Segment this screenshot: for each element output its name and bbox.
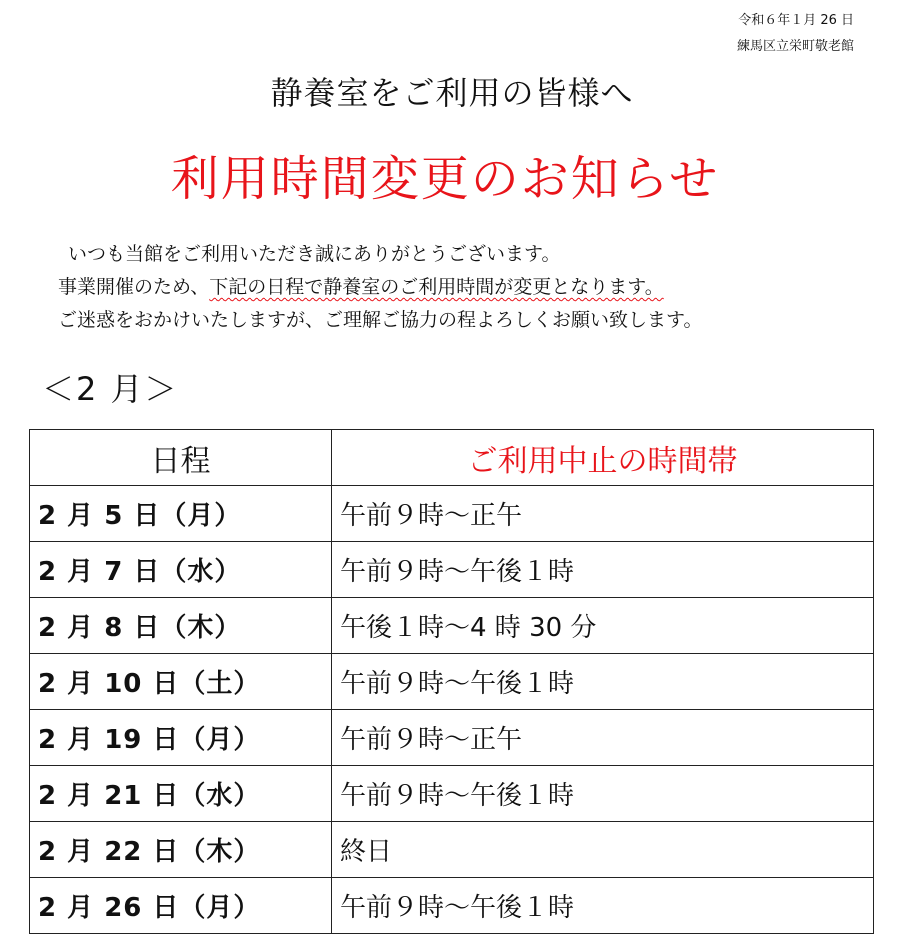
row-date: 2 月 19 日（月） (30, 710, 332, 766)
organization-name: 練馬区立栄町敬老館 (736, 39, 854, 54)
header-date: 日程 (30, 430, 332, 486)
header-time: ご利用中止の時間帯 (332, 430, 874, 486)
table-row (30, 542, 874, 598)
row-time: 午前９時～正午 (332, 710, 874, 766)
table-row (30, 822, 874, 878)
table-row (30, 878, 874, 934)
table-header-row (30, 430, 874, 486)
body-line-3: ご迷惑をおかけいたしますが、ご理解ご協力の程よろしくお願い致します。 (58, 309, 703, 331)
row-date: 2 月 22 日（木） (30, 822, 332, 878)
row-date: 2 月 21 日（水） (30, 766, 332, 822)
table-row (30, 598, 874, 654)
table-row (30, 654, 874, 710)
body-line-2 (58, 271, 702, 304)
row-time: 午前９時～正午 (332, 486, 874, 542)
row-date: 2 月 26 日（月） (30, 878, 332, 934)
row-date: 2 月 8 日（木） (30, 598, 332, 654)
row-date: 2 月 10 日（土） (30, 654, 332, 710)
table-row (30, 710, 874, 766)
row-time: 午前９時～午後１時 (332, 654, 874, 710)
table-row (30, 486, 874, 542)
notice-body (58, 238, 702, 337)
row-time: 午後１時～4 時 30 分 (332, 598, 874, 654)
greeting: 静養室をご利用の皆様へ (270, 74, 634, 112)
row-time: 午前９時～午後１時 (332, 878, 874, 934)
body-line-2-prefix: 事業開催のため、 (58, 276, 210, 298)
row-time: 終日 (332, 822, 874, 878)
schedule-table (29, 429, 874, 934)
row-date: 2 月 7 日（水） (30, 542, 332, 598)
month-heading: ＜2 月＞ (42, 370, 179, 408)
notice-date: 令和６年１月 26 日 (738, 13, 854, 28)
row-time: 午前９時～午後１時 (332, 766, 874, 822)
row-time: 午前９時～午後１時 (332, 542, 874, 598)
row-date: 2 月 5 日（月） (30, 486, 332, 542)
table-row (30, 766, 874, 822)
body-line-1: いつも当館をご利用いただき誠にありがとうございます。 (68, 243, 561, 265)
notice-header (737, 8, 854, 60)
notice-title: 利用時間変更のお知らせ (170, 151, 720, 207)
body-line-2-underlined: 下記の日程で静養室のご利用時間が変更となります。 (209, 276, 664, 298)
